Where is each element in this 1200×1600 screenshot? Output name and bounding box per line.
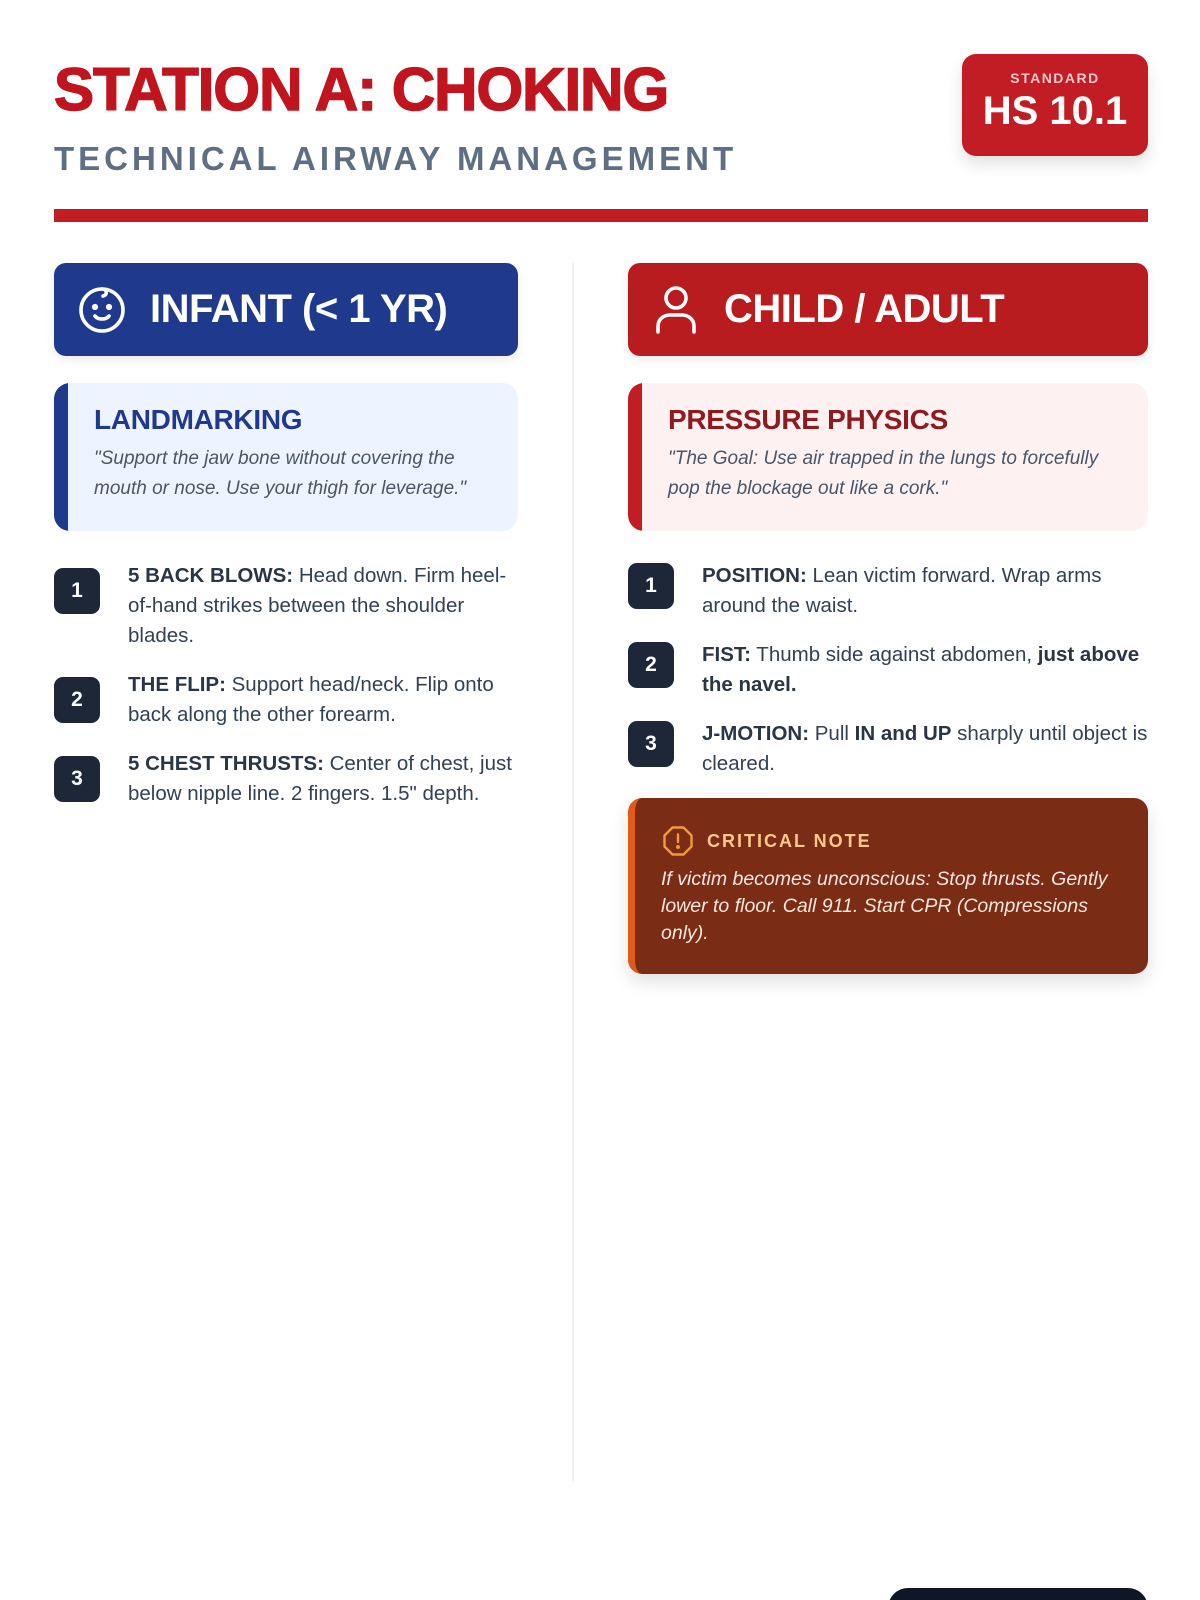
step-description: Support head/neck. Flip onto back along the other forearm. [128,673,494,726]
step-label: FIST: [702,643,751,666]
callout-title: LANDMARKING [94,404,303,435]
step-number: 3 [628,721,674,767]
step-item [54,561,518,651]
step-text [128,749,518,809]
infant-column [54,263,518,828]
step-item [628,640,1148,700]
baby-icon [76,284,128,336]
critical-note-title: CRITICAL NOTE [707,830,872,851]
landmarking-callout [54,383,518,531]
step-description-tail: sharply until object is cleared. [702,722,1148,775]
critical-note [628,798,1148,974]
step-emphasis: just above the navel. [702,643,1140,696]
step-emphasis: IN and UP [854,722,952,745]
step-description: Center of chest, just below nipple line. 2 fingers. 1.5" depth. [128,752,512,805]
critical-note-header [661,824,1124,858]
step-number: 3 [54,756,100,802]
callout-text: "The Goal: Use air trapped in the lungs to forcefully pop the blockage out like a cork." [668,447,1099,499]
header [54,58,1148,178]
callout-title: PRESSURE PHYSICS [668,404,948,435]
adult-steps [628,561,1148,779]
pressure-physics-callout [628,383,1148,531]
adult-column [628,263,1148,974]
step-item [628,719,1148,779]
step-label: THE FLIP: [128,673,226,696]
step-label: J-MOTION: [702,722,810,745]
infant-heading: INFANT (< 1 YR) [150,287,448,331]
critical-note-text: If victim becomes unconscious: Stop thrusts. Gently lower to floor. Call 911. Start CPR (Compressions only). [661,868,1108,944]
standard-badge [962,54,1148,156]
step-label: 5 CHEST THRUSTS: [128,752,324,775]
header-divider [54,209,1148,222]
step-description: Thumb side against abdomen, [750,643,1038,666]
step-number: 1 [54,568,100,614]
step-number: 2 [54,677,100,723]
step-description: Pull [809,722,855,745]
step-description: Head down. Firm heel-of-hand strikes between the shoulder blades. [128,564,507,647]
step-text [702,561,1148,621]
step-item [54,749,518,809]
step-number: 2 [628,642,674,688]
step-label: POSITION: [702,564,807,587]
step-item [628,561,1148,621]
step-text [128,670,518,730]
step-text [702,719,1148,779]
step-label: 5 BACK BLOWS: [128,564,294,587]
footer-tab [888,1588,1148,1600]
person-icon [650,284,702,336]
callout-text: "Support the jaw bone without covering the mouth or nose. Use your thigh for leverage." [94,447,467,499]
infant-steps [54,561,518,809]
standard-value: HS 10.1 [982,89,1128,133]
adult-header [628,263,1148,356]
standard-label: STANDARD [1010,70,1100,86]
infant-header [54,263,518,356]
page-title: STATION A: CHOKING [54,56,669,123]
page-subtitle: TECHNICAL AIRWAY MANAGEMENT [54,140,738,177]
step-description: Lean victim forward. Wrap arms around the waist. [702,564,1102,617]
adult-heading: CHILD / ADULT [724,287,1005,331]
alert-octagon-icon [661,824,695,858]
column-divider [572,263,574,1481]
step-item [54,670,518,730]
step-text [128,561,518,651]
step-text [702,640,1148,700]
step-number: 1 [628,563,674,609]
